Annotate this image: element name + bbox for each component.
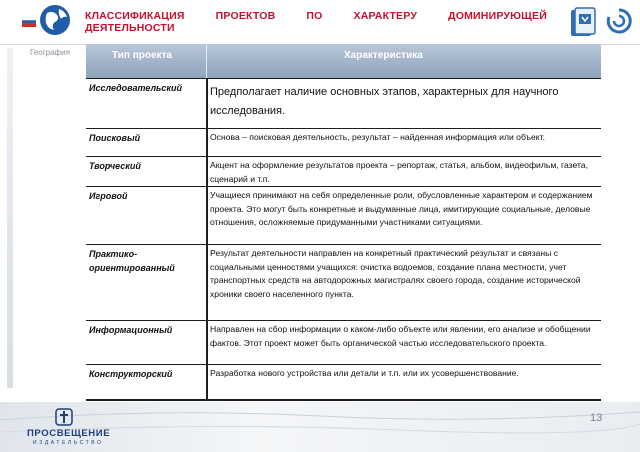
table-header-type: Тип проекта [112,50,172,61]
publisher-name: ПРОСВЕЩЕНИЕ [27,428,111,439]
table-row [86,78,601,129]
row-type: Поисковый [89,133,141,143]
slide-title-line1: КЛАССИФИКАЦИЯ ПРОЕКТОВ ПО ХАРАКТЕРУ ДОМИНИРУЮЩЕЙ [85,10,547,22]
row-description: Предполагает наличие основных этапов, характерных для научного исследования. [210,86,559,117]
row-description: Акцент на оформление результатов проекта – репортаж, статья, альбом, видеофильм, газета, сценарий и т.п. [210,160,588,184]
row-description: Разработка нового устройства или детали и т.п. или их усовершенствование. [210,368,519,378]
textbook-icon [569,6,599,38]
header-column-divider [206,44,207,78]
publisher-subtitle: ИЗДАТЕЛЬСТВО [33,440,104,446]
page-number: 13 [590,412,603,424]
row-type: Исследовательский [89,83,182,93]
row-type: Практико-ориентированный [89,249,175,273]
table-row [86,186,601,245]
prosveshchenie-logo-icon [53,407,75,427]
slide-title [85,10,547,34]
row-description: Учащиеся принимают на себя определенные роли, обусловленные характером и содержанием проекта. Это могут быть конкретные и выдуманные лица, имитирующие социальные, деловые отношения, осложняемые придуманными участниками ситуациями. [210,190,593,228]
row-type: Игровой [89,191,128,201]
row-description: Основа – поисковая деятельность, результат – найденная информация или объект. [210,132,545,142]
slide-header [0,0,640,46]
row-type: Конструкторский [89,369,173,379]
left-rail-decoration [7,48,13,388]
subject-label: География [30,48,70,57]
table-row [86,128,601,157]
table-row [86,156,601,187]
column-divider [206,78,208,400]
swirl-logo-icon [604,6,634,38]
table-header-characteristic: Характеристика [344,50,423,61]
table-row [86,244,601,321]
table-header-row [86,44,601,79]
row-type: Творческий [89,161,141,171]
row-type: Информационный [89,325,173,335]
table-row [86,364,601,400]
row-description: Направлен на сбор информации о каком-либо объекте или явлении, его анализе и обобщении фактов. Этот проект может быть органической частью исследовательского проекта. [210,324,591,348]
slide-title-line2: ДЕЯТЕЛЬНОСТИ [85,22,175,34]
russian-flag-icon [22,17,36,27]
table-row [86,320,601,365]
table-bottom-border [86,399,601,401]
project-classification-table [86,44,601,400]
row-description: Результат деятельности направлен на конкретный практический результат и связаны с социальными ценностями учащихся: очистка водоемов, создание плана местности, учет транспортных средств на автодорожных магистралях своего города, создание исторической хроники своего населенного пункта. [210,248,581,299]
globe-logo-icon [38,3,72,37]
